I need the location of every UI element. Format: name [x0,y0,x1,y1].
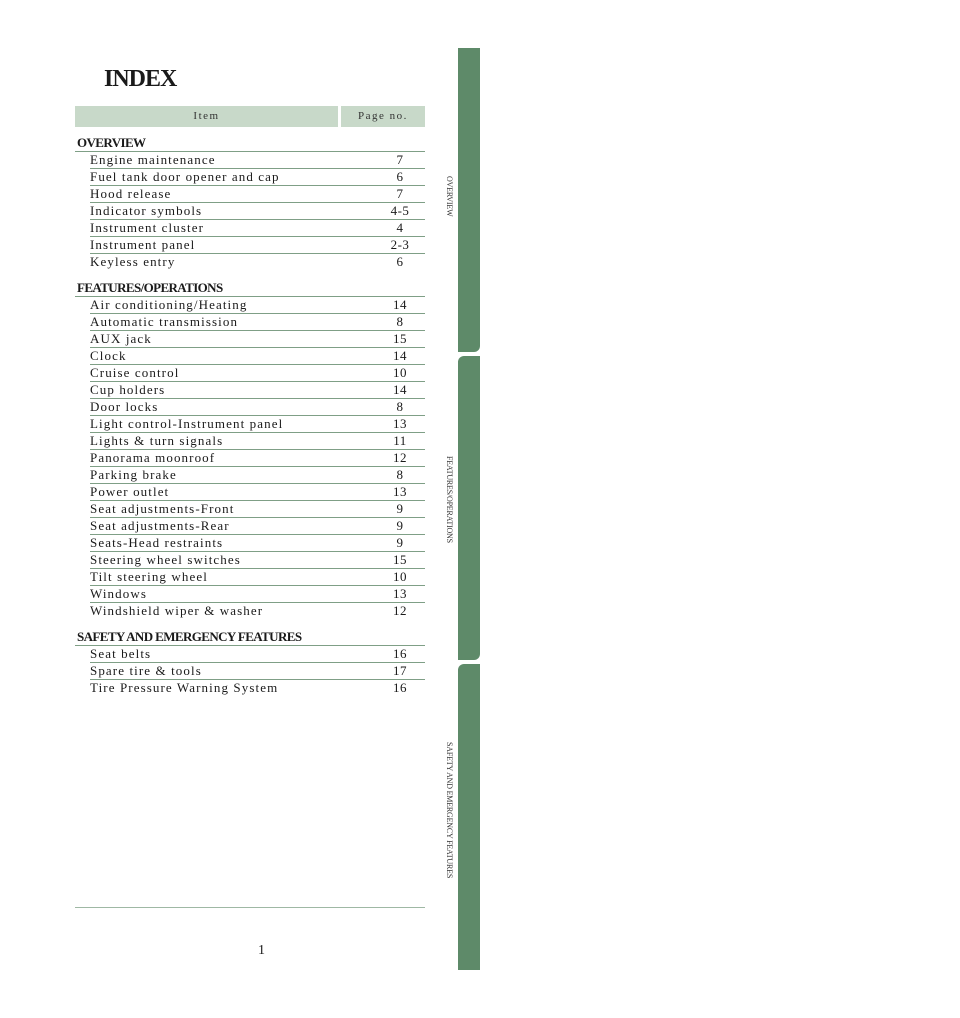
item-page: 9 [396,535,404,550]
item-page: 15 [393,552,407,567]
item-page: 13 [393,416,407,431]
item-label: Spare tire & tools [90,663,202,678]
side-tab-label-safety-emergency: SAFETY AND EMERGENCY FEATURES [445,742,454,879]
item-label: Indicator symbols [90,203,203,218]
item-label: Power outlet [90,484,170,499]
item-label: Parking brake [90,467,177,482]
index-row [90,663,425,680]
index-row [90,450,425,467]
index-list [75,131,425,698]
index-row [90,535,425,552]
index-row [90,552,425,569]
item-page: 16 [393,680,407,695]
item-page: 10 [393,569,407,584]
item-label: Steering wheel switches [90,552,241,567]
item-label: AUX jack [90,331,152,346]
item-page: 7 [396,186,404,201]
item-label: Seat belts [90,646,152,661]
item-label: Automatic transmission [90,314,239,329]
section-features-operations [75,276,425,619]
item-page: 13 [393,586,407,601]
item-page: 2-3 [390,237,410,252]
page-column-header: Page no. [341,106,425,127]
side-tab-label-features-operations: FEATURES/OPERATIONS [445,456,454,543]
item-page: 8 [396,314,404,329]
section-overview [75,131,425,270]
section-title: SAFETY AND EMERGENCY FEATURES [75,625,425,646]
page-number: 1 [258,943,265,958]
item-label: Panorama moonroof [90,450,216,465]
item-label: Seat adjustments-Front [90,501,235,516]
item-label: Engine maintenance [90,152,216,167]
item-page: 9 [396,501,404,516]
index-row [90,237,425,254]
item-page: 16 [393,646,407,661]
index-row [90,586,425,603]
index-row [90,433,425,450]
index-row [90,220,425,237]
index-row [90,484,425,501]
item-page: 15 [393,331,407,346]
index-row [90,646,425,663]
item-label: Seats-Head restraints [90,535,224,550]
index-row [90,467,425,484]
item-page: 17 [393,663,407,678]
item-page: 7 [396,152,404,167]
item-page: 14 [393,382,407,397]
item-label: Cruise control [90,365,180,380]
item-label: Windows [90,586,148,601]
item-label: Instrument cluster [90,220,205,235]
page-title: INDEX [104,66,177,92]
item-page: 12 [393,603,407,618]
item-page: 4-5 [390,203,410,218]
item-label: Seat adjustments-Rear [90,518,230,533]
item-label: Lights & turn signals [90,433,224,448]
index-row [90,186,425,203]
item-label: Keyless entry [90,254,176,269]
index-row [90,603,425,619]
index-row [90,518,425,535]
side-tab-overview[interactable] [458,48,480,352]
index-row [90,314,425,331]
item-label: Light control-Instrument panel [90,416,284,431]
index-row [90,348,425,365]
item-page: 8 [396,399,404,414]
item-page: 9 [396,518,404,533]
item-label: Tire Pressure Warning System [90,680,279,695]
item-label: Clock [90,348,127,363]
item-label: Door locks [90,399,159,414]
item-label: Windshield wiper & washer [90,603,264,618]
index-row [90,365,425,382]
index-row [90,680,425,696]
index-row [90,331,425,348]
index-row [90,297,425,314]
item-label: Hood release [90,186,172,201]
index-row [90,169,425,186]
item-label: Cup holders [90,382,166,397]
side-tab-safety-emergency[interactable] [458,664,480,970]
item-page: 10 [393,365,407,380]
item-column-header: Item [75,106,338,127]
index-row [90,569,425,586]
bottom-divider [75,907,425,908]
index-row [90,416,425,433]
item-page: 14 [393,348,407,363]
item-label: Fuel tank door opener and cap [90,169,280,184]
section-title: OVERVIEW [75,131,425,152]
item-label: Air conditioning/Heating [90,297,248,312]
item-page: 12 [393,450,407,465]
section-title: FEATURES/OPERATIONS [75,276,425,297]
item-label: Instrument panel [90,237,196,252]
index-row [90,501,425,518]
side-tab-features-operations[interactable] [458,356,480,660]
side-tab-label-overview: OVERVIEW [445,176,454,217]
item-label: Tilt steering wheel [90,569,208,584]
index-row [90,152,425,169]
index-row [90,203,425,220]
item-page: 4 [396,220,404,235]
index-row [90,254,425,270]
index-row [90,382,425,399]
item-page: 11 [393,433,407,448]
section-safety-emergency [75,625,425,696]
item-page: 14 [393,297,407,312]
item-page: 6 [396,169,404,184]
item-page: 6 [396,254,404,269]
index-row [90,399,425,416]
item-page: 13 [393,484,407,499]
item-page: 8 [396,467,404,482]
